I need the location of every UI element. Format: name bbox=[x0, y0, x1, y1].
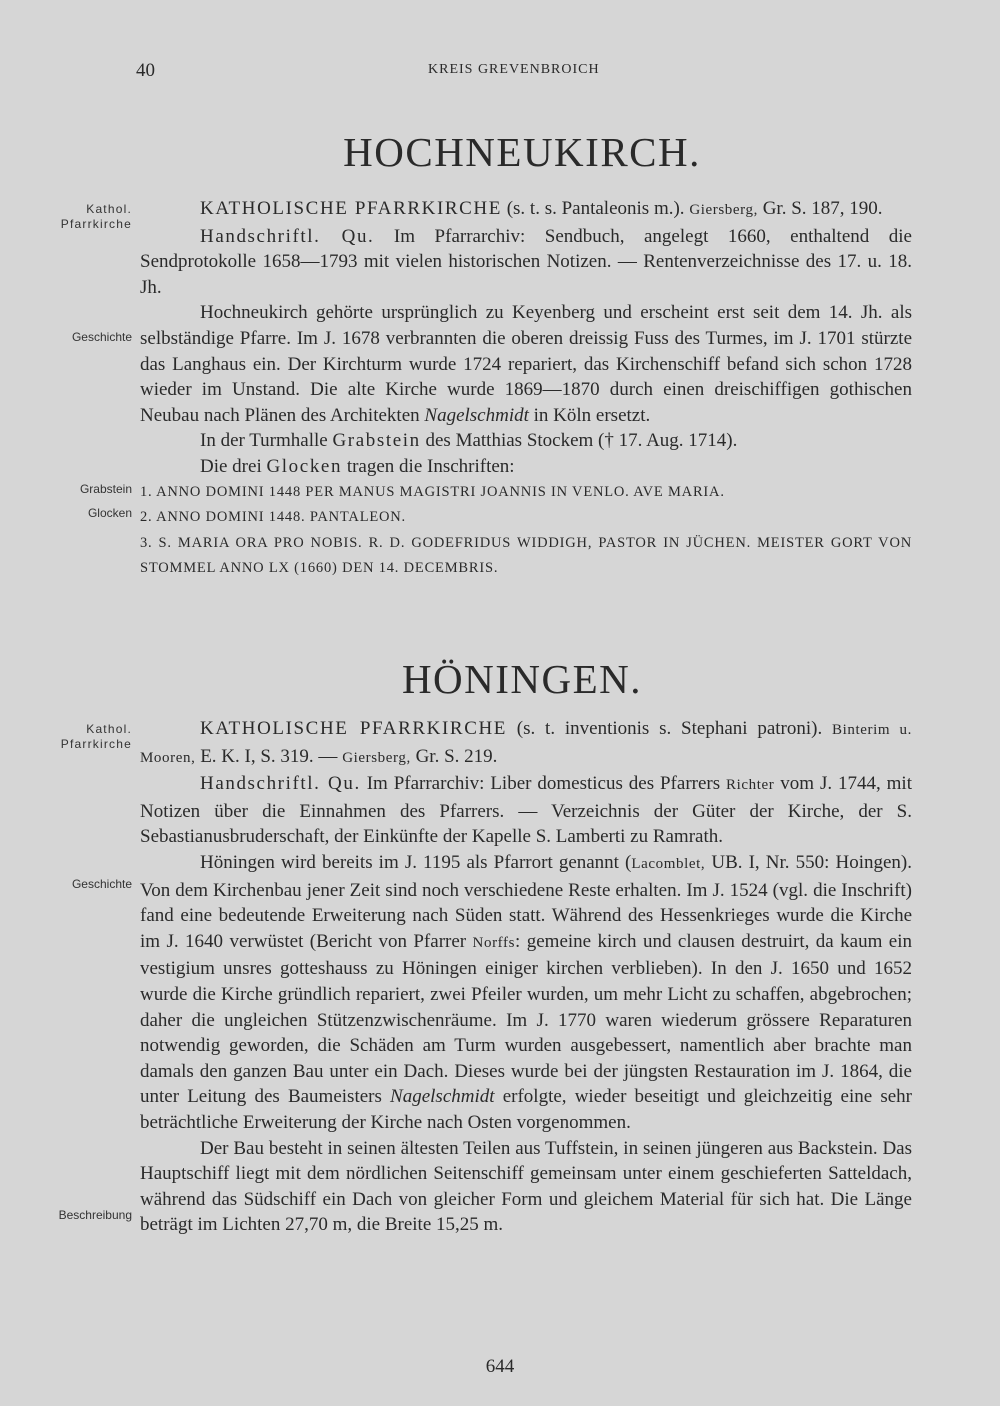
margin-note-line: Pfarrkirche bbox=[60, 737, 132, 751]
history-text-end: erfolgte, wieder beseitigt und gleichzeitig eine sehr beträchtliche Erweiterung der Kirche nach Osten vorgenommen. bbox=[140, 1086, 913, 1133]
sources-label: Handschriftl. Qu. bbox=[200, 225, 375, 247]
paragraph-sources bbox=[140, 224, 912, 301]
margin-note-kathol bbox=[20, 202, 132, 232]
paragraph-sources bbox=[140, 771, 912, 850]
history-text: Hochneukirch gehörte ursprünglich zu Keyenberg und erscheint erst seit dem 14. Jh. als selbständige Pfarre. Im J. 1678 verbrannten die oberen dreissig Fuss des Turmes, im J. 1701 stürzte das Langhaus ein. Der Kirchturm wurde 1724 repariert, das Kirchenschiff befand sich schon 1728 wieder im Unstand. Die alte Kirche wurde 1869—1870 durch einen dreischiffigen gothischen Neubau nach Plänen des Architekten bbox=[140, 302, 912, 426]
gravestone-text: In der Turmhalle bbox=[200, 430, 333, 452]
margin-note-line: Pfarrkirche bbox=[60, 217, 132, 231]
section-body-hochneukirch bbox=[140, 196, 912, 582]
sources-text-end: vom J. 1744, mit Notizen über die Einnahmen des Pfarrers. — Verzeichnis der Güter der Kirche, der S. Sebastianusbruderschaft, der Einkünfte der Kapelle S. Lamberti zu Ramrath. bbox=[140, 773, 912, 848]
author-ref: Lacomblet, bbox=[631, 855, 706, 872]
margin-note-beschreibung: Beschreibung bbox=[58, 1208, 132, 1222]
church-heading: KATHOLISCHE PFARRKIRCHE bbox=[200, 198, 502, 219]
margin-note-grabstein: Grabstein bbox=[79, 482, 132, 496]
gravestone-detail: des Matthias Stockem († 17. Aug. 1714). bbox=[420, 430, 738, 452]
paragraph-description bbox=[140, 1136, 912, 1238]
paragraph-bells bbox=[140, 454, 912, 480]
inscription-1: 1. ANNO DOMINI 1448 PER MANUS MAGISTRI JOANNIS IN VENLO. AVE MARIA. bbox=[140, 483, 725, 500]
section-title-honingen: HÖNINGEN. bbox=[401, 656, 643, 702]
section-body-honingen bbox=[140, 716, 912, 1238]
author-ref: Binterim u. Mooren, bbox=[140, 722, 912, 766]
dedication: (s. t. inventionis s. Stephani patroni). bbox=[507, 718, 833, 739]
paragraph-heading bbox=[140, 716, 912, 771]
bells-text: Die drei bbox=[200, 455, 267, 477]
author-ref: Giersberg, bbox=[342, 749, 411, 766]
margin-note-geschichte: Geschichte bbox=[71, 330, 132, 344]
dedication: (s. t. s. Pantaleonis m.). bbox=[501, 198, 690, 219]
history-text: UB. I, Nr. 550: Hoingen). Von dem Kirchenbau jener Zeit sind noch verschiedene Reste erhalten. Im J. 1524 (vgl. die Inschrift) fand eine bedeutende Erweiterung nach Süden statt. Während des Hessenkrieges wurde die Kirche im J. 1640 verwüstet (Bericht von Pfarrer bbox=[140, 851, 912, 952]
bells-label: Glocken bbox=[266, 455, 343, 477]
history-text: Höningen wird bereits im J. 1195 als Pfarrort genannt ( bbox=[200, 851, 632, 873]
description-text: Der Bau besteht in seinen ältesten Teilen aus Tuffstein, in seinen jüngeren aus Backstein. Das Hauptschiff liegt mit dem nördlichen Seitenschiff gemeinsam unter einem geschieferten Satteldach, während das Südschiff ein Dach von gleicher Form und gleichem Material für sich hat. Die Länge beträgt im Lichten 27,70 m, die Breite 15,25 m. bbox=[140, 1137, 912, 1236]
margin-note-kathol bbox=[20, 722, 132, 752]
paragraph-history bbox=[140, 300, 912, 428]
architect-name: Nagelschmidt bbox=[390, 1086, 495, 1108]
church-heading: KATHOLISCHE PFARRKIRCHE bbox=[200, 718, 507, 739]
sources-text: Im Pfarrarchiv: Liber domesticus des Pfarrers bbox=[360, 773, 727, 795]
margin-note-line: Kathol. bbox=[86, 202, 132, 216]
margin-note-line: Kathol. bbox=[86, 722, 132, 736]
paragraph-heading bbox=[140, 196, 912, 224]
page-number: 40 bbox=[136, 60, 155, 81]
history-text: : gemeine kirch und clausen destruirt, da kaum ein vestigium unsres gotteshauss zu Höningen einiger kirchen verblieben). In den J. 1650 und 1652 wurde die Kirche gründlich repariert, zwei Pfeiler wurden, um mehr Licht zu schaffen, abgebrochen; daher die ungleichen Stützenzwischenräume. Im J. 1770 waren wiederum grössere Reparaturen notwendig geworden, die Schäden am Turm wurden ausgebessert, namentlich aber brachte man damals den ganzen Bau unter ein Dach. Dieses wurde bei der jüngsten Restauration im J. 1864, die unter Leitung des Baumeisters bbox=[140, 930, 913, 1108]
ref-detail: Gr. S. 219. bbox=[410, 745, 498, 767]
person-name: Richter bbox=[726, 777, 775, 794]
ref-detail: E. K. I, S. 319. — bbox=[195, 745, 343, 767]
author-ref: Giersberg, bbox=[689, 202, 758, 218]
history-text-end: in Köln ersetzt. bbox=[528, 404, 651, 426]
margin-note-glocken: Glocken bbox=[87, 506, 132, 520]
margin-note-geschichte: Geschichte bbox=[71, 877, 132, 891]
bells-text-end: tragen die Inschriften: bbox=[342, 455, 515, 477]
section-title-hochneukirch: HOCHNEUKIRCH. bbox=[343, 129, 701, 175]
ref-detail: Gr. S. 187, 190. bbox=[757, 198, 883, 219]
sources-text: Im Pfarrarchiv: Sendbuch, angelegt 1660, enthaltend die Sendprotokolle 1658—1793 mit vielen historischen Notizen. — Rentenverzeichnisse des 17. u. 18. Jh. bbox=[140, 225, 912, 298]
paragraph-history bbox=[140, 850, 912, 1136]
architect-name: Nagelschmidt bbox=[424, 404, 529, 426]
person-name: Norffs bbox=[472, 934, 516, 951]
gravestone-label: Grabstein bbox=[332, 430, 421, 452]
paragraph-gravestone bbox=[140, 428, 912, 454]
sources-label: Handschriftl. Qu. bbox=[200, 773, 361, 795]
sheet-number: 644 bbox=[485, 1356, 515, 1377]
running-title: KREIS GREVENBROICH bbox=[428, 62, 600, 77]
inscription-2: 2. ANNO DOMINI 1448. PANTALEON. bbox=[140, 509, 406, 526]
inscription-3: 3. S. MARIA ORA PRO NOBIS. R. D. GODEFRIDUS WIDDIGH, PASTOR IN JÜCHEN. MEISTER GORT VON STOMMEL ANNO LX (1660) DEN 14. DECEMBRIS. bbox=[140, 534, 912, 577]
